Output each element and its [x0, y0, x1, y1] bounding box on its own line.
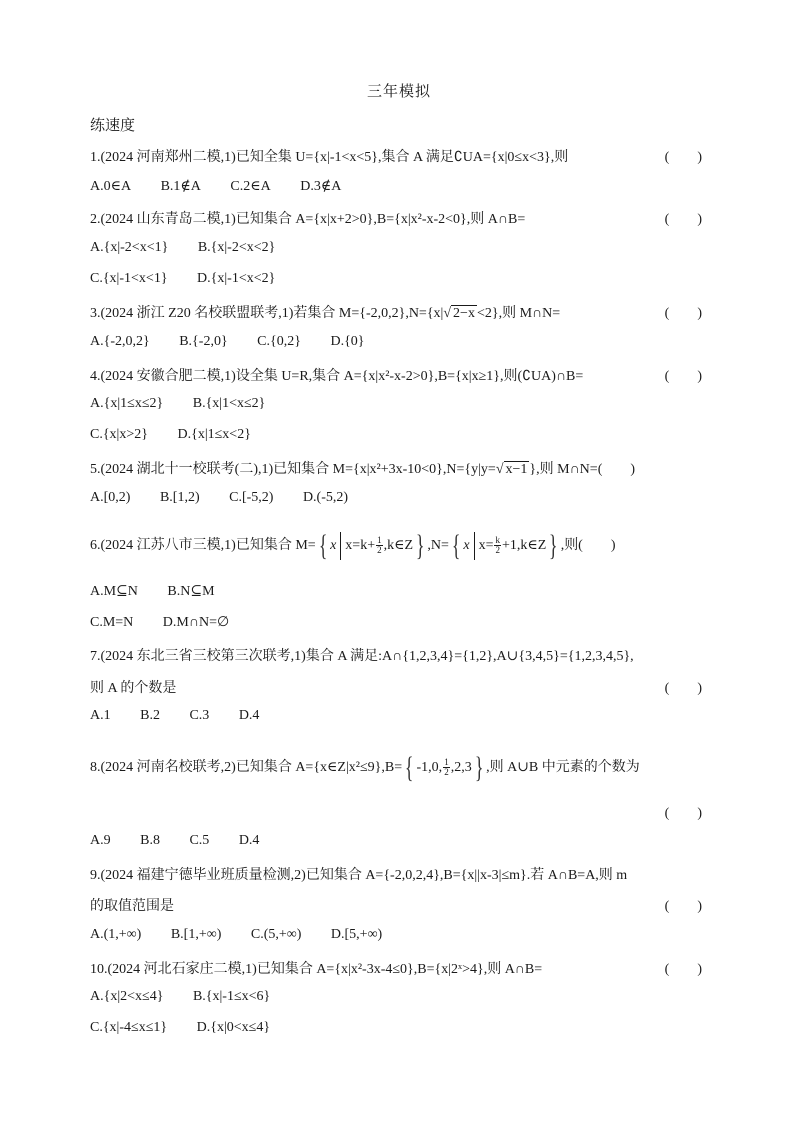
set-variable: x	[330, 538, 337, 553]
option-c: C.{x|-4≤x≤1}	[90, 1020, 168, 1035]
option-d: D.{x|0<x≤4}	[196, 1020, 271, 1035]
question-8-options	[90, 833, 259, 849]
option-d: D.M∩N=∅	[162, 615, 230, 630]
question-9-options	[90, 927, 382, 943]
option-a: A.[0,2)	[90, 490, 131, 505]
answer-blank: ( )	[664, 806, 702, 821]
option-d: D.{x|1≤x<2}	[177, 427, 251, 442]
option-d: D.{0}	[330, 334, 365, 349]
option-b: B.[1,2)	[159, 490, 200, 505]
option-c: C.{0,2}	[257, 334, 301, 349]
fraction	[443, 758, 450, 777]
left-brace: {	[451, 528, 461, 562]
answer-blank: ( )	[664, 212, 702, 227]
option-d: D.4	[238, 833, 260, 848]
question-2	[90, 208, 708, 228]
option-d: D.4	[238, 708, 260, 723]
answer-blank: ( )	[664, 899, 702, 914]
option-a: A.{x|1≤x≤2}	[90, 396, 164, 411]
question-3-stem: 3.(2024 浙江 Z20 名校联盟联考,1)若集合 M={-2,0,2},N={x|	[90, 306, 444, 321]
question-8	[90, 750, 708, 786]
set-elements: -1,0,	[416, 760, 443, 775]
option-c: C.3	[189, 708, 210, 723]
sqrt-sign: √	[443, 306, 452, 321]
question-6	[90, 528, 708, 564]
right-brace: }	[415, 528, 425, 562]
answer-blank: ( )	[664, 150, 702, 165]
option-b: B.{x|-1≤x<6}	[192, 989, 271, 1004]
answer-blank: ( )	[664, 306, 702, 321]
set-elements-end: ,2,3	[450, 760, 472, 775]
question-2-stem: 2.(2024 山东青岛二模,1)已知集合 A={x|x+2>0},B={x|x²-x-2<0},则 A∩B=	[90, 212, 526, 227]
option-a: A.{x|-2<x<1}	[90, 240, 169, 255]
question-3	[90, 302, 708, 322]
section-heading: 练速度	[90, 118, 136, 134]
option-b: B.1∉A	[160, 179, 201, 194]
question-5-stem-end: },则 M∩N=( )	[529, 462, 636, 477]
option-c: C.M=N	[90, 615, 134, 630]
fraction	[376, 536, 383, 555]
option-c: C.{x|-1<x<1}	[90, 271, 168, 286]
page-title: 三年模拟	[366, 84, 431, 100]
option-b: B.8	[140, 833, 160, 848]
question-1-stem: 1.(2024 河南郑州二模,1)已知全集 U={x|-1<x<5},集合 A 满足∁UA={x|0≤x<3},则	[90, 150, 569, 165]
set-condition-end: +1,k∈Z	[501, 538, 547, 553]
sqrt-radicand: 2−x	[453, 306, 475, 321]
option-c: C.[-5,2)	[229, 490, 274, 505]
option-b: B.{x|-2<x<2}	[197, 240, 276, 255]
option-d: D.(-5,2)	[302, 490, 349, 505]
option-a: A.9	[90, 833, 111, 848]
left-brace: {	[318, 528, 328, 562]
left-brace: {	[404, 750, 414, 784]
question-9	[90, 864, 708, 884]
option-c: C.2∈A	[230, 179, 271, 194]
question-6-stem-end: ,则( )	[560, 538, 616, 553]
option-a: A.0∈A	[90, 179, 132, 194]
question-9-line2	[90, 895, 708, 915]
question-7-line2	[90, 677, 708, 697]
answer-blank: ( )	[664, 369, 702, 384]
fraction-numerator: 1	[444, 757, 449, 768]
right-brace: }	[549, 528, 558, 562]
option-c: C.{x|x>2}	[90, 427, 148, 442]
set-variable: x	[463, 538, 470, 553]
question-5-stem: 5.(2024 湖北十一校联考(二),1)已知集合 M={x|x²+3x-10<0},N={y|y=	[90, 462, 496, 477]
option-b: B.[1,+∞)	[170, 927, 222, 942]
right-brace: }	[474, 750, 484, 784]
question-1	[90, 146, 708, 166]
question-7-stem: 7.(2024 东北三省三校第三次联考,1)集合 A 满足:A∩{1,2,3,4}={1,2},A∪{3,4,5}={1,2,3,4,5},	[90, 649, 634, 664]
question-3-stem-end: <2},则 M∩N=	[476, 306, 561, 321]
option-a: A.{x|2<x≤4}	[90, 989, 164, 1004]
question-9-stem: 9.(2024 福建宁德毕业班质量检测,2)已知集合 A={-2,0,2,4},B={x||x-3|≤m}.若 A∩B=A,则 m	[90, 868, 628, 883]
set-condition: x=	[478, 538, 494, 553]
set-bar	[340, 532, 341, 560]
option-a: A.1	[90, 708, 111, 723]
option-b: B.{-2,0}	[179, 334, 228, 349]
question-6-stem: 6.(2024 江苏八市三模,1)已知集合 M=	[90, 538, 316, 553]
option-a: A.M⊆N	[90, 584, 138, 599]
sqrt-sign: √	[495, 462, 504, 477]
question-10	[90, 958, 708, 978]
fraction-denominator: 2	[495, 545, 500, 556]
question-1-options	[90, 178, 341, 195]
question-2-options-row2	[90, 271, 275, 287]
question-6-options-row1	[90, 583, 215, 600]
option-b: B.N⊆M	[167, 584, 215, 599]
question-9-stem-2: 的取值范围是	[90, 899, 174, 914]
question-7	[90, 645, 708, 665]
sqrt-radicand: x−1	[505, 462, 528, 477]
question-8-stem-end: ,则 A∪B 中元素的个数为	[486, 760, 640, 775]
set-condition: x=k+	[345, 538, 376, 553]
option-d: D.{x|-1<x<2}	[197, 271, 276, 286]
question-4-options-row2	[90, 427, 251, 443]
question-7-stem-2: 则 A 的个数是	[90, 681, 177, 696]
fraction-denominator: 2	[377, 545, 382, 556]
option-a: A.{-2,0,2}	[90, 334, 150, 349]
fraction-numerator: 1	[377, 535, 382, 546]
question-2-options-row1	[90, 240, 275, 256]
answer-blank: ( )	[664, 681, 702, 696]
set-condition-end: ,k∈Z	[383, 538, 414, 553]
option-b: B.2	[140, 708, 160, 723]
question-10-stem: 10.(2024 河北石家庄二模,1)已知集合 A={x|x²-3x-4≤0},B={x|2ˣ>4},则 A∩B=	[90, 962, 543, 977]
question-4-options-row1	[90, 396, 265, 412]
question-7-options	[90, 708, 259, 724]
set-bar	[474, 532, 475, 560]
question-6-stem-mid: ,N=	[427, 538, 449, 553]
question-5	[90, 458, 708, 478]
question-10-options-row2	[90, 1020, 270, 1036]
question-5-options	[90, 490, 348, 506]
option-d: D.3∉A	[300, 179, 342, 194]
question-4	[90, 365, 708, 385]
option-d: D.[5,+∞)	[330, 927, 383, 942]
option-c: C.5	[189, 833, 210, 848]
option-a: A.(1,+∞)	[90, 927, 142, 942]
fraction-denominator: 2	[444, 767, 449, 778]
question-3-options	[90, 334, 365, 350]
option-c: C.(5,+∞)	[250, 927, 302, 942]
fraction	[494, 536, 501, 555]
question-10-options-row1	[90, 989, 270, 1005]
question-4-stem: 4.(2024 安徽合肥二模,1)设全集 U=R,集合 A={x|x²-x-2>0},B={x|x≥1},则(∁UA)∩B=	[90, 369, 584, 384]
question-8-stem: 8.(2024 河南名校联考,2)已知集合 A={x∈Z|x²≤9},B=	[90, 760, 403, 775]
question-6-options-row2	[90, 614, 229, 631]
fraction-numerator: k	[495, 535, 500, 546]
option-b: B.{x|1<x≤2}	[192, 396, 266, 411]
answer-blank: ( )	[664, 962, 702, 977]
